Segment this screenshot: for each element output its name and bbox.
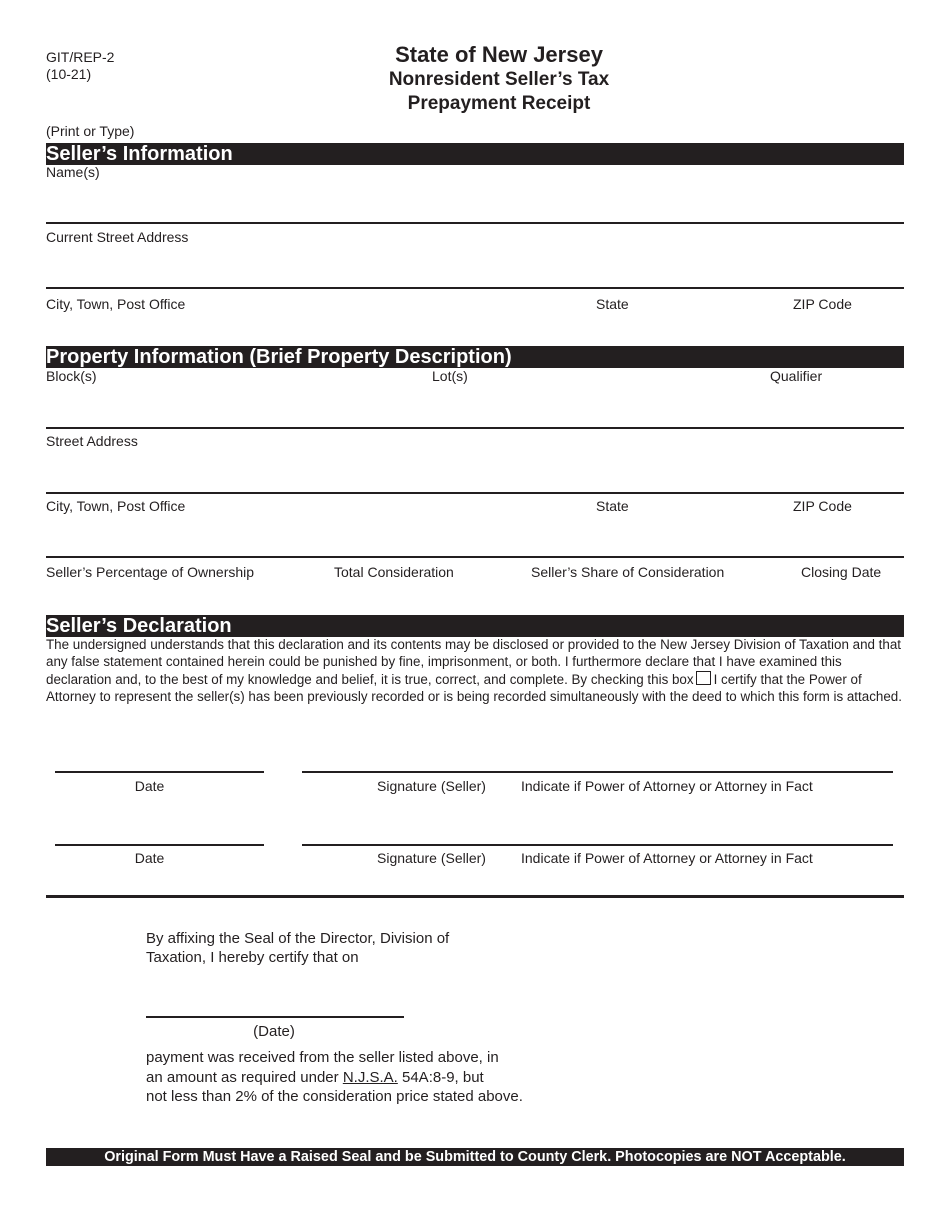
property-street-field[interactable] <box>46 492 904 494</box>
cert-para-line-1: payment was received from the seller listed above, in <box>146 1049 499 1066</box>
property-city-field[interactable] <box>46 556 904 558</box>
seller-street-label: Current Street Address <box>46 229 189 245</box>
property-qualifier-label: Qualifier <box>770 368 823 384</box>
signature-field-1[interactable] <box>302 771 893 773</box>
title-state: State of New Jersey <box>395 42 603 67</box>
seller-state-label: State <box>596 296 629 312</box>
property-block-label: Block(s) <box>46 368 97 384</box>
seller-zip-label: ZIP Code <box>793 296 852 312</box>
poa-label-2: Indicate if Power of Attorney or Attorney in Fact <box>521 850 813 866</box>
form-title <box>280 42 718 116</box>
seller-share-label: Seller’s Share of Consideration <box>531 564 725 580</box>
cert-date-caption: (Date) <box>253 1023 295 1040</box>
seller-names-field[interactable] <box>46 222 904 224</box>
date-label-2: Date <box>134 850 165 866</box>
form-revision: (10-21) <box>46 66 92 82</box>
ownership-percentage-label: Seller’s Percentage of Ownership <box>46 564 255 580</box>
cert-para-line-2-post: 54A:8-9, but <box>402 1069 484 1086</box>
statute-reference: N.J.S.A. <box>342 1069 398 1086</box>
form-id: GIT/REP-2 <box>46 49 115 65</box>
cert-line-2: Taxation, I hereby certify that on <box>146 949 359 966</box>
signature-label-2: Signature (Seller) <box>377 850 486 866</box>
section-divider <box>46 895 904 898</box>
date-field-1[interactable] <box>55 771 264 773</box>
date-label-1: Date <box>134 778 165 794</box>
property-info-heading: Property Information (Brief Property Description) <box>46 346 904 368</box>
property-zip-label: ZIP Code <box>793 498 852 514</box>
property-lot-label: Lot(s) <box>432 368 468 384</box>
closing-date-label: Closing Date <box>801 564 882 580</box>
power-of-attorney-checkbox[interactable] <box>696 671 711 685</box>
property-street-label: Street Address <box>46 433 138 449</box>
declaration-heading: Seller’s Declaration <box>46 615 904 637</box>
declaration-text-before: The undersigned understands that this declaration and its contents may be disclosed or provided to the New Jersey Division of Taxation and that any false statement contained herein could be punished by fine, imprisonment, or both. I furthermore declare that I have examined this declaration and, to the best of my knowledge and belief, it is true, correct, and complete. By checking this box <box>46 637 902 687</box>
seller-city-label: City, Town, Post Office <box>46 296 186 312</box>
footer-notice: Original Form Must Have a Raised Seal and be Submitted to County Clerk. Photocopies are NOT Acceptable. <box>46 1148 904 1166</box>
print-note: (Print or Type) <box>46 123 135 139</box>
property-block-lot-field[interactable] <box>46 427 904 429</box>
date-field-2[interactable] <box>55 844 264 846</box>
property-state-label: State <box>596 498 629 514</box>
cert-line-1: By affixing the Seal of the Director, Division of <box>146 930 450 947</box>
seller-street-field[interactable] <box>46 287 904 289</box>
declaration-text <box>46 636 906 705</box>
cert-para-line-2 <box>146 1068 484 1088</box>
declaration-text-after: I certify that the Power of Attorney to represent the seller(s) has been previously recorded or is being recorded simultaneously with the deed to which this form is attached. <box>46 671 902 704</box>
poa-label-1: Indicate if Power of Attorney or Attorney in Fact <box>521 778 813 794</box>
cert-date-field[interactable] <box>146 1016 404 1018</box>
cert-para-line-3: not less than 2% of the consideration price stated above. <box>146 1088 523 1105</box>
seller-info-heading: Seller’s Information <box>46 143 904 165</box>
title-line-3: Prepayment Receipt <box>407 93 591 114</box>
total-consideration-label: Total Consideration <box>334 564 454 580</box>
title-line-2: Nonresident Seller’s Tax <box>388 69 610 90</box>
property-city-label: City, Town, Post Office <box>46 498 186 514</box>
cert-para-line-2-pre: an amount as required under <box>146 1069 339 1086</box>
signature-field-2[interactable] <box>302 844 893 846</box>
seller-names-label: Name(s) <box>46 164 100 180</box>
signature-label-1: Signature (Seller) <box>377 778 486 794</box>
